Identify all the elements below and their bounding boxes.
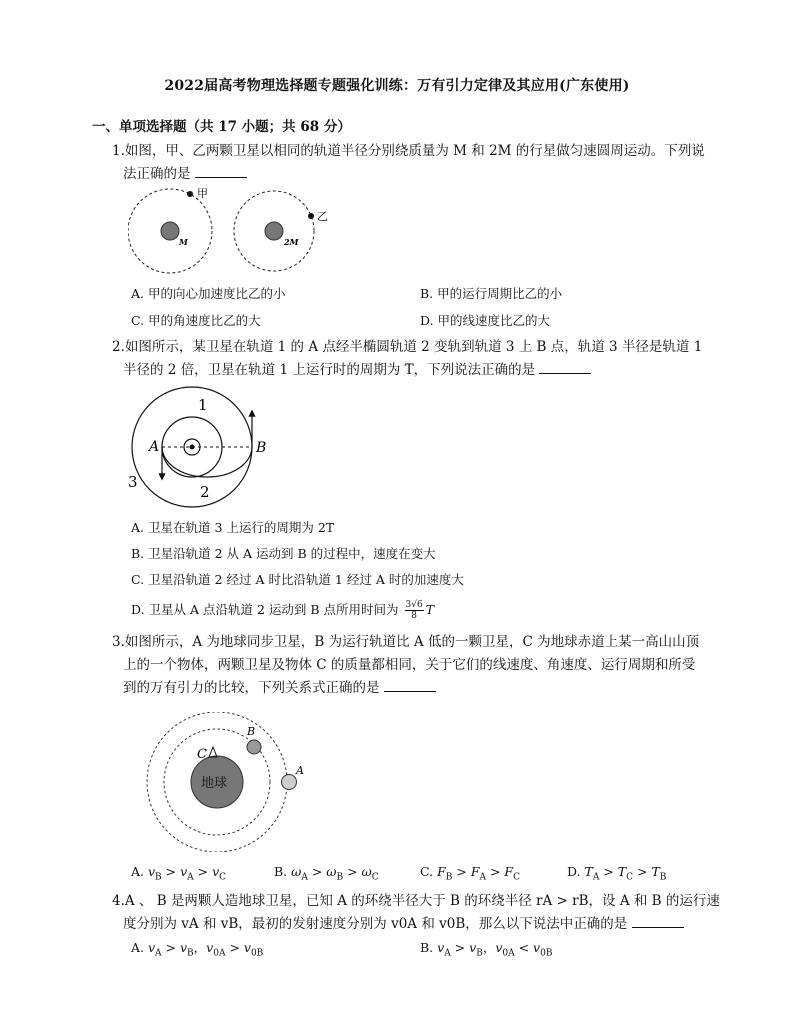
question-4 <box>112 890 720 936</box>
q2-option-d[interactable] <box>131 600 434 621</box>
question-line: 如图，甲、乙两颗卫星以相同的轨道半径分别绕质量为 M 和 2M 的行星做匀速圆周运动。下列说 <box>124 143 705 159</box>
q1-option-b[interactable]: B. 甲的运行周期比乙的小 <box>420 286 563 301</box>
q2-option-c[interactable]: C. 卫星沿轨道 2 经过 A 时比沿轨道 1 经过 A 时的加速度大 <box>131 572 464 587</box>
question-3 <box>112 631 708 700</box>
label-earth: 地球 <box>201 776 228 791</box>
answer-blank <box>539 359 591 374</box>
q1-option-c[interactable]: C. 甲的角速度比乙的大 <box>131 313 261 328</box>
question-1-text <box>112 140 708 163</box>
option-text: D. 卫星从 A 点沿轨道 2 运动到 B 点所用时间为 <box>131 602 399 617</box>
label-mass-right: 2M <box>284 237 299 247</box>
label-mass-left: M <box>179 237 188 247</box>
label-point-b: B <box>256 440 267 456</box>
satellite-b <box>247 740 261 754</box>
q3-option-b[interactable]: B. $\omega_A > \omega_B > \omega_C$ <box>274 864 379 883</box>
question-line: 半径的 2 倍，卫星在轨道 1 上运行时的周期为 T，下列说法正确的是 <box>123 362 536 378</box>
question-line: A 、 B 是两颗人造地球卫星，已知 A 的环绕半径大于 B 的环绕半径 rA > rB，设 A 和 B 的运行速 <box>124 893 720 909</box>
answer-blank <box>632 913 684 928</box>
q1-figure <box>128 185 338 275</box>
section-heading: 一、单项选择题（共 17 小题；共 68 分） <box>92 119 351 135</box>
option-text: T <box>425 602 435 617</box>
question-2-text <box>112 336 708 359</box>
question-number: 4. <box>112 893 125 909</box>
question-3-text <box>112 631 708 654</box>
label-point-b: B <box>247 725 256 738</box>
q3-option-c[interactable]: C. $F_B > F_A > F_C$ <box>420 864 520 883</box>
label-jia: 甲 <box>197 187 208 200</box>
label-point-c: C <box>197 747 207 762</box>
q3-option-d[interactable]: D. $T_A > T_C > T_B$ <box>567 864 667 883</box>
answer-blank <box>384 677 436 692</box>
q1-option-a[interactable]: A. 甲的向心加速度比乙的小 <box>131 286 286 301</box>
question-line: 如图所示，A 为地球同步卫星，B 为运行轨道比 A 低的一颗卫星，C 为地球赤道上某一高山山顶 <box>124 634 700 650</box>
document-title: 2022届高考物理选择题专题强化训练：万有引力定律及其应用(广东使用) <box>164 78 630 94</box>
label-yi: 乙 <box>317 210 328 223</box>
question-line: 度分别为 vA 和 vB，最初的发射速度分别为 v0A 和 v0B，那么以下说法中正确的是 <box>123 916 628 932</box>
question-2-text-2 <box>112 359 708 382</box>
fraction-denominator: 8 <box>411 611 417 621</box>
q2-option-a[interactable]: A. 卫星在轨道 3 上运行的周期为 2T <box>131 520 335 535</box>
planet-left <box>161 222 179 240</box>
satellite-a <box>282 775 297 790</box>
question-4-text <box>112 890 720 913</box>
planet-right <box>265 222 283 240</box>
satellite-yi <box>308 213 314 219</box>
satellite-jia <box>187 191 193 197</box>
label-point-a: A <box>296 764 304 777</box>
question-3-text-3 <box>112 677 708 700</box>
fraction <box>405 600 424 621</box>
q4-option-a[interactable]: A. $v_A > v_B$，$v_{0A} > v_{0B}$ <box>131 940 264 959</box>
q3-figure <box>133 712 308 852</box>
question-1-text-2 <box>112 163 708 186</box>
q2-figure <box>124 383 274 508</box>
question-line: 上的一个物体，两颗卫星及物体 C 的质量都相同，关于它们的线速度、角速度、运行周期和所受 <box>123 657 696 673</box>
q3-option-a[interactable]: A. $v_B > v_A > v_C$ <box>131 864 227 883</box>
question-number: 1. <box>112 143 125 159</box>
question-line: 如图所示，某卫星在轨道 1 的 A 点经半椭圆轨道 2 变轨到轨道 3 上 B 点，轨道 3 半径是轨道 1 <box>124 339 703 355</box>
question-1 <box>112 140 708 186</box>
question-number: 3. <box>112 634 125 650</box>
question-number: 2. <box>112 339 125 355</box>
q4-option-b[interactable]: B. $v_A > v_B$，$v_{0A} < v_{0B}$ <box>420 940 553 959</box>
question-line: 法正确的是 <box>123 166 191 182</box>
fraction-numerator: 3√6 <box>405 600 423 610</box>
q2-option-b[interactable]: B. 卫星沿轨道 2 从 A 运动到 B 的过程中，速度在变大 <box>131 546 436 561</box>
question-line: 到的万有引力的比较，下列关系式正确的是 <box>123 680 380 696</box>
question-4-text-2 <box>112 913 708 936</box>
answer-blank <box>195 163 247 178</box>
label-point-a: A <box>149 439 160 455</box>
label-orbit-3: 3 <box>128 473 138 491</box>
label-orbit-2: 2 <box>200 483 210 501</box>
question-3-text-2 <box>112 654 708 677</box>
mountain-c <box>209 747 217 757</box>
label-orbit-1: 1 <box>198 396 208 414</box>
question-2 <box>112 336 708 382</box>
q1-option-d[interactable]: D. 甲的线速度比乙的大 <box>420 313 551 328</box>
